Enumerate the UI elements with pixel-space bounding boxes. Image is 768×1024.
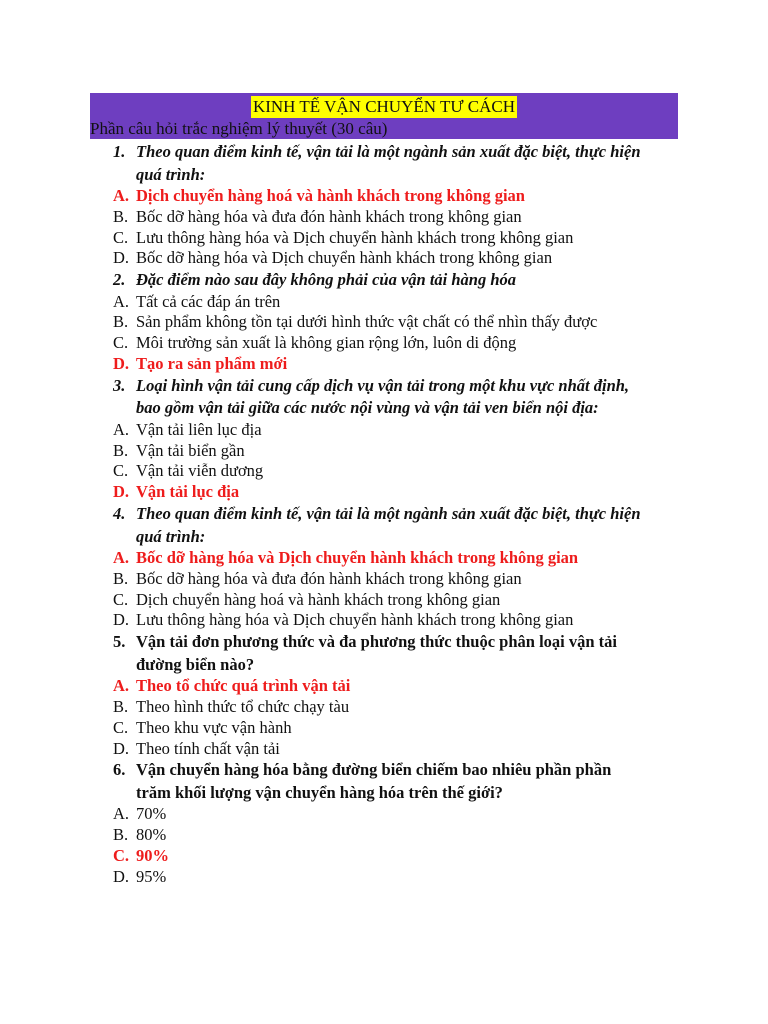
option-text: Bốc dỡ hàng hóa và đưa đón hành khách trong không gian	[136, 206, 522, 226]
answer-option	[113, 718, 683, 739]
answer-option	[113, 590, 683, 611]
question-text	[113, 759, 683, 804]
option-letter: A.	[113, 676, 130, 696]
option-text: Tất cả các đáp án trên	[136, 291, 281, 311]
answer-option	[113, 739, 683, 760]
option-text: Môi trường sản xuất là không gian rộng lớn, luôn di động	[136, 333, 517, 353]
answer-option-correct	[113, 482, 683, 503]
question-line: đường biển nào?	[136, 654, 255, 674]
option-letter: B.	[113, 312, 129, 332]
option-text: 70%	[136, 804, 167, 824]
option-letter: C.	[113, 846, 130, 866]
question-text	[113, 503, 683, 548]
option-letter: B.	[113, 697, 129, 717]
question-line: quá trình:	[136, 164, 206, 184]
answer-option	[113, 228, 683, 249]
answer-option	[113, 420, 683, 441]
question-text	[113, 269, 683, 292]
question-line: bao gồm vận tải giữa các nước nội vùng và vận tải ven biển nội địa:	[136, 398, 599, 418]
header-banner	[90, 93, 678, 139]
answer-option	[113, 610, 683, 631]
answer-option-correct	[113, 676, 683, 697]
answer-option-correct	[113, 548, 683, 569]
option-text: Tạo ra sản phẩm mới	[136, 354, 288, 374]
option-text: Vận tải liên lục địa	[136, 419, 262, 439]
answer-option	[113, 312, 683, 333]
option-text: Theo khu vực vận hành	[136, 717, 292, 737]
answer-option	[113, 461, 683, 482]
option-letter: C.	[113, 717, 129, 737]
option-text: Sản phẩm không tồn tại dưới hình thức vật chất có thể nhìn thấy được	[136, 312, 598, 332]
question-line: trăm khối lượng vận chuyển hàng hóa trên thế giới?	[136, 782, 503, 802]
option-text: Theo tổ chức quá trình vận tải	[136, 676, 351, 696]
question-text	[113, 631, 683, 676]
option-text: Lưu thông hàng hóa và Dịch chuyển hành khách trong không gian	[136, 227, 574, 247]
question-block	[113, 141, 683, 269]
question-number: 1.	[113, 142, 126, 161]
option-letter: A.	[113, 548, 130, 568]
option-letter: B.	[113, 825, 129, 845]
answer-option-correct	[113, 846, 683, 867]
option-letter: B.	[113, 206, 129, 226]
answer-option	[113, 207, 683, 228]
option-text: Bốc dỡ hàng hóa và Dịch chuyển hành khách trong không gian	[136, 248, 553, 268]
question-text	[113, 141, 683, 186]
option-text: 95%	[136, 866, 167, 886]
question-line: Theo quan điểm kinh tế, vận tải là một ngành sản xuất đặc biệt, thực hiện	[136, 142, 641, 161]
question-block	[113, 269, 683, 375]
answer-option	[113, 569, 683, 590]
option-letter: A.	[113, 186, 130, 205]
option-text: Theo hình thức tổ chức chạy tàu	[136, 697, 350, 717]
option-text: Vận tải biển gần	[136, 440, 245, 460]
question-number: 3.	[113, 375, 126, 395]
option-letter: D.	[113, 610, 130, 630]
option-letter: C.	[113, 589, 129, 609]
option-letter: B.	[113, 568, 129, 588]
option-letter: C.	[113, 333, 129, 353]
option-letter: A.	[113, 291, 130, 311]
answer-option	[113, 248, 683, 269]
quiz-content	[113, 141, 683, 888]
option-letter: C.	[113, 227, 129, 247]
question-number: 2.	[113, 270, 126, 290]
option-letter: D.	[113, 866, 130, 886]
option-text: Dịch chuyển hàng hoá và hành khách trong không gian	[136, 589, 501, 609]
question-line: Vận chuyển hàng hóa bằng đường biển chiếm bao nhiêu phần phần	[136, 760, 612, 780]
question-block	[113, 375, 683, 503]
answer-option	[113, 825, 683, 846]
option-text: Bốc dỡ hàng hóa và Dịch chuyển hành khách trong không gian	[136, 548, 579, 568]
option-letter: D.	[113, 354, 130, 374]
option-letter: D.	[113, 248, 130, 268]
answer-option	[113, 867, 683, 888]
option-text: Vận tải lục địa	[136, 482, 240, 502]
option-text: Vận tải viễn dương	[136, 461, 264, 481]
document-title: KINH TẾ VẬN CHUYỂN TƯ CÁCH	[252, 97, 516, 116]
answer-option	[113, 441, 683, 462]
question-number: 5.	[113, 632, 126, 652]
question-line: Theo quan điểm kinh tế, vận tải là một ngành sản xuất đặc biệt, thực hiện	[136, 504, 641, 524]
option-letter: D.	[113, 738, 130, 758]
question-block	[113, 759, 683, 887]
question-line: Vận tải đơn phương thức và đa phương thức thuộc phân loại vận tải	[136, 632, 618, 652]
question-line: Loại hình vận tải cung cấp dịch vụ vận tải trong một khu vực nhất định,	[136, 375, 630, 395]
question-block	[113, 503, 683, 631]
option-text: Bốc dỡ hàng hóa và đưa đón hành khách trong không gian	[136, 568, 522, 588]
question-number: 6.	[113, 760, 126, 780]
answer-option	[113, 333, 683, 354]
answer-option	[113, 292, 683, 313]
answer-option-correct	[113, 354, 683, 375]
option-text: Lưu thông hàng hóa và Dịch chuyển hành khách trong không gian	[136, 610, 574, 630]
question-line: quá trình:	[136, 526, 206, 546]
option-text: Dịch chuyển hàng hoá và hành khách trong không gian	[136, 186, 525, 205]
section-subtitle: Phần câu hỏi trắc nghiệm lý thuyết (30 câu)	[90, 119, 388, 138]
option-letter: C.	[113, 461, 129, 481]
answer-option	[113, 804, 683, 825]
question-block	[113, 631, 683, 759]
question-text	[113, 375, 683, 420]
option-letter: A.	[113, 804, 130, 824]
option-letter: D.	[113, 482, 130, 502]
question-number: 4.	[113, 504, 126, 524]
answer-option-correct	[113, 186, 683, 207]
option-letter: B.	[113, 440, 129, 460]
option-text: 80%	[136, 825, 167, 845]
option-letter: A.	[113, 419, 130, 439]
answer-option	[113, 697, 683, 718]
question-line: Đặc điểm nào sau đây không phải của vận tải hàng hóa	[136, 270, 517, 290]
option-text: 90%	[136, 846, 169, 866]
option-text: Theo tính chất vận tải	[136, 738, 280, 758]
